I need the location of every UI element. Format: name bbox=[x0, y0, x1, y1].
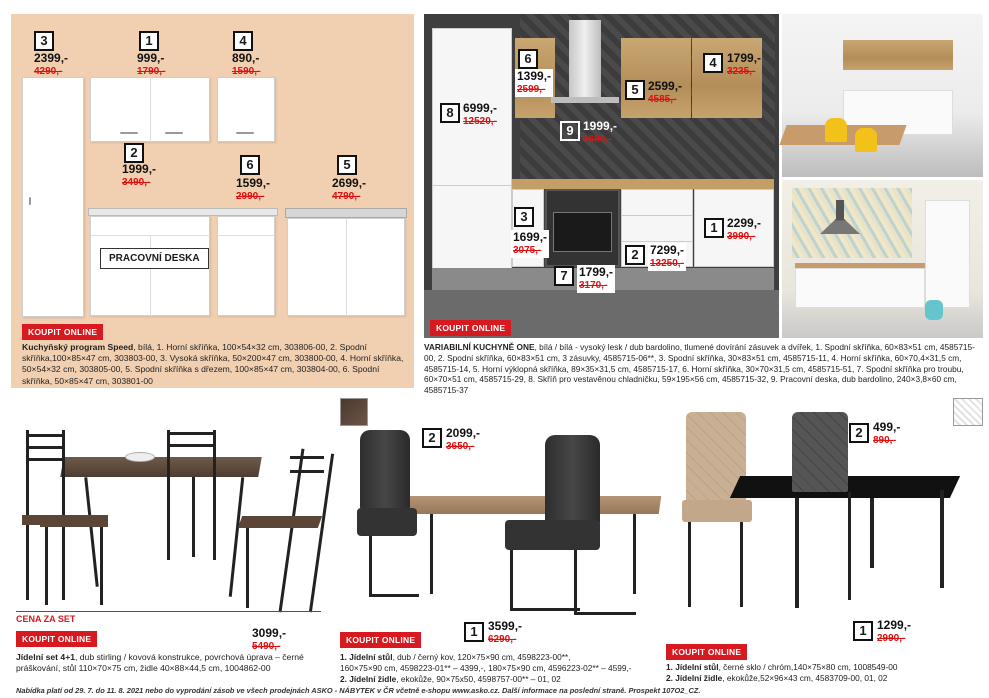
price-old: 3235,- bbox=[727, 66, 756, 77]
speed-drawer-line bbox=[217, 235, 275, 236]
one-price-4 bbox=[727, 52, 761, 78]
speed-price-4 bbox=[232, 52, 260, 78]
dining2-price-chair bbox=[446, 427, 480, 453]
one-wall-unit-4 bbox=[692, 38, 762, 118]
speed-tall-cabinet bbox=[22, 77, 84, 317]
one-price-9 bbox=[583, 120, 617, 146]
price-old: 4290,- bbox=[34, 66, 63, 77]
speed-badge-5: 5 bbox=[337, 155, 357, 175]
dining3-table-leg bbox=[870, 498, 874, 568]
chair-seat bbox=[682, 500, 752, 522]
price-value: 499,- bbox=[873, 420, 901, 434]
set41-price bbox=[252, 627, 286, 653]
dining3-desc1-title: 1. Jídelní stůl bbox=[666, 662, 719, 672]
dining3-swatch bbox=[953, 398, 983, 426]
one-price-2 bbox=[648, 243, 686, 271]
speed-door-divider bbox=[346, 218, 347, 316]
one-desc-title: VARIABILNÍ KUCHYNĚ ONE bbox=[424, 342, 535, 352]
speed-worktop bbox=[88, 208, 278, 216]
chair-leg bbox=[510, 608, 580, 611]
price-old: 5490,- bbox=[252, 641, 281, 652]
set41-chair bbox=[240, 448, 330, 613]
chair-leg bbox=[45, 527, 48, 605]
price-old: 3650,- bbox=[446, 441, 475, 452]
one-description bbox=[424, 342, 984, 396]
speed-wall-divider bbox=[150, 77, 151, 142]
room2-base bbox=[795, 268, 925, 308]
price-value: 890,- bbox=[232, 51, 260, 65]
chair-leg bbox=[100, 527, 103, 605]
speed-handle bbox=[165, 132, 183, 134]
one-badge-3: 3 bbox=[514, 207, 534, 227]
room2-worktop bbox=[795, 263, 925, 268]
speed-badge-6: 6 bbox=[240, 155, 260, 175]
set41-desc-text: , dub stirling / kovová konstrukce, povrchová úprava – černé práškování, stůl 110×70×75 cm, židle 40×88×44,5 cm, 1004862-00 bbox=[16, 652, 304, 674]
set41-desc-title: Jídelní set 4+1 bbox=[16, 652, 75, 662]
speed-badge-1: 1 bbox=[139, 31, 159, 51]
one-badge-5: 5 bbox=[625, 80, 645, 100]
dining2-price-table bbox=[488, 620, 522, 646]
one-buy-online-button[interactable]: KOUPIT ONLINE bbox=[430, 320, 511, 336]
speed-desc-title: Kuchyňský program Speed bbox=[22, 342, 134, 352]
chair-rail bbox=[290, 470, 324, 473]
footer-note: Nabídka platí od 29. 7. do 11. 8. 2021 nebo do vyprodání zásob ve všech prodejnách ASKO - NÁBYTEK v ČR včetně e-shopu www.asko.cz. Další informace na poslední straně. Prospekt 107O2_CZ. bbox=[16, 686, 701, 695]
dining2-description bbox=[340, 652, 660, 684]
speed-badge-3: 3 bbox=[34, 31, 54, 51]
chair-leg bbox=[246, 528, 249, 608]
speed-badge-2: 2 bbox=[124, 143, 144, 163]
one-badge-2: 2 bbox=[625, 245, 645, 265]
one-worktop bbox=[512, 179, 774, 189]
price-value: 1799,- bbox=[727, 51, 762, 65]
price-old: 6290,- bbox=[488, 634, 517, 645]
dining3-description bbox=[666, 662, 984, 684]
dining2-buy-online-button[interactable]: KOUPIT ONLINE bbox=[340, 632, 421, 648]
speed-price-2 bbox=[122, 163, 156, 189]
one-badge-8: 8 bbox=[440, 103, 460, 123]
one-badge-6: 6 bbox=[518, 49, 538, 69]
one-price-8 bbox=[463, 102, 497, 128]
speed-description bbox=[22, 342, 404, 387]
price-old: 3075,- bbox=[513, 245, 542, 256]
one-drawer-line bbox=[621, 215, 693, 216]
price-value: 1699,- bbox=[513, 230, 548, 244]
chair-back bbox=[792, 412, 848, 492]
dining3-desc2-text: , ekokůže,52×96×43 cm, 4583709-00, 01, 02 bbox=[722, 672, 888, 683]
price-old: 3490,- bbox=[122, 177, 151, 188]
speed-handle bbox=[120, 132, 138, 134]
one-fridge-split bbox=[432, 185, 512, 186]
dining3-chair-beige bbox=[682, 412, 754, 607]
dining3-table-leg bbox=[940, 490, 944, 588]
price-old: 1790,- bbox=[137, 66, 166, 77]
chair-seat bbox=[238, 516, 322, 528]
price-value: 6999,- bbox=[463, 101, 498, 115]
chair-rail bbox=[167, 432, 216, 435]
speed-handle bbox=[236, 132, 254, 134]
chair-rail bbox=[26, 434, 65, 437]
price-value: 3599,- bbox=[488, 619, 523, 633]
price-old: 3680,- bbox=[583, 134, 612, 145]
speed-tall-handle bbox=[29, 197, 31, 205]
dining3-desc2-title: 2. Jídelní židle bbox=[666, 672, 723, 683]
price-old: 13250,- bbox=[650, 258, 684, 269]
chair-frame bbox=[167, 430, 170, 560]
price-value: 2299,- bbox=[727, 216, 762, 230]
dining2-table-leg bbox=[430, 514, 433, 594]
chair-seat bbox=[357, 508, 417, 536]
set41-chair bbox=[40, 495, 110, 605]
one-hood bbox=[569, 20, 601, 98]
one-oven-window bbox=[553, 212, 612, 252]
price-value: 3099,- bbox=[252, 626, 287, 640]
price-old: 2990,- bbox=[236, 191, 265, 202]
dining2-desc1b-text: 160×75×90 cm, 4598223-01** – 4399,-, 180×75×90 cm, 4596223-02** – 4599,- bbox=[340, 662, 632, 673]
price-value: 7299,- bbox=[650, 243, 685, 257]
chair-leg bbox=[510, 550, 513, 610]
dining2-desc2-title: 2. Jídelní židle bbox=[340, 673, 397, 684]
one-badge-4: 4 bbox=[703, 53, 723, 73]
price-old: 2599,- bbox=[517, 84, 546, 95]
room1-chair bbox=[825, 118, 847, 142]
chair-leg bbox=[369, 536, 372, 596]
price-old: 3990,- bbox=[727, 231, 756, 242]
dining2-table-leg bbox=[574, 612, 636, 615]
dining2-desc1-text: , dub / černý kov, 120×75×90 cm, 4598223-00**, bbox=[392, 652, 571, 662]
one-wall-unit-5 bbox=[621, 38, 691, 118]
room2-wallpaper bbox=[792, 188, 912, 258]
price-value: 1799,- bbox=[579, 265, 614, 279]
price-value: 2099,- bbox=[446, 426, 481, 440]
chair-frame bbox=[279, 449, 305, 613]
price-value: 999,- bbox=[137, 51, 165, 65]
set41-tag: CENA ZA SET bbox=[16, 611, 321, 624]
speed-badge-4: 4 bbox=[233, 31, 253, 51]
speed-base-unit-6 bbox=[217, 216, 275, 316]
one-price-1 bbox=[727, 217, 761, 243]
price-old: 3170,- bbox=[579, 280, 608, 291]
chair-rail bbox=[26, 446, 65, 449]
one-drawer-line bbox=[621, 241, 693, 242]
set41-bowl bbox=[125, 452, 155, 462]
dining2-table-leg bbox=[633, 514, 636, 594]
room1-cabinets bbox=[843, 40, 953, 70]
chair-leg bbox=[369, 594, 419, 597]
speed-sink-top bbox=[285, 208, 407, 218]
dining2-chair bbox=[355, 430, 420, 600]
chair-frame bbox=[309, 454, 334, 613]
worktop-label: PRACOVNÍ DESKA bbox=[100, 248, 209, 269]
price-value: 1999,- bbox=[583, 119, 618, 133]
dining2-badge-table: 1 bbox=[464, 622, 484, 642]
chair-back bbox=[360, 430, 410, 510]
price-value: 1599,- bbox=[236, 176, 271, 190]
price-value: 1999,- bbox=[122, 162, 157, 176]
dining3-price-chair bbox=[873, 421, 900, 447]
speed-price-3 bbox=[34, 52, 68, 78]
price-value: 2399,- bbox=[34, 51, 69, 65]
set41-buy-online-button[interactable]: KOUPIT ONLINE bbox=[16, 631, 97, 647]
speed-buy-online-button[interactable]: KOUPIT ONLINE bbox=[22, 324, 103, 340]
dining2-swatch bbox=[340, 398, 368, 426]
one-price-7 bbox=[577, 265, 615, 293]
one-price-5 bbox=[648, 80, 682, 106]
chair-rail bbox=[26, 458, 65, 461]
dining3-buy-online-button[interactable]: KOUPIT ONLINE bbox=[666, 644, 747, 660]
chair-leg bbox=[688, 522, 691, 607]
speed-price-6 bbox=[236, 177, 270, 203]
price-value: 2599,- bbox=[648, 79, 683, 93]
speed-price-1 bbox=[137, 52, 165, 78]
one-badge-9: 9 bbox=[560, 121, 580, 141]
one-badge-7: 7 bbox=[554, 266, 574, 286]
set41-description bbox=[16, 652, 316, 674]
chair-leg bbox=[740, 522, 743, 607]
set41-chair bbox=[165, 430, 220, 560]
price-old: 4790,- bbox=[332, 191, 361, 202]
dining2-chair bbox=[505, 430, 605, 610]
room1-chair bbox=[855, 128, 877, 152]
one-hood-base bbox=[551, 97, 619, 103]
dining3-badge-chair: 2 bbox=[849, 423, 869, 443]
dining2-badge-chair: 2 bbox=[422, 428, 442, 448]
price-old: 12520,- bbox=[463, 116, 497, 127]
one-price-6 bbox=[515, 69, 553, 97]
chair-frame bbox=[213, 430, 216, 560]
chair-rail bbox=[167, 444, 216, 447]
price-old: 890,- bbox=[873, 435, 896, 446]
speed-price-5 bbox=[332, 177, 366, 203]
price-value: 1399,- bbox=[517, 69, 552, 83]
dining3-price-table bbox=[877, 619, 911, 645]
price-old: 4585,- bbox=[648, 94, 677, 105]
speed-desc-text: , bílá, 1. Horní skříňka, 100×54×32 cm, 303806-00, 2. Spodní skříňka,100×85×47 cm, 303803-00, 3. Vysoká skříňka, 50×200×47 cm, 303800-00, 4. Horní skříňka, 50×54×32 cm, 303805-00, 5. Spodní skříňka s dřezem, 100×85×47 cm, 303804-00, 6. Spodní skříňka, 50×85×47 cm, 303801-00 bbox=[22, 342, 404, 386]
room2-chair bbox=[925, 300, 943, 320]
dining2-desc2-text: , ekokůže, 90×75x50, 4598757-00** – 01, 02 bbox=[396, 673, 561, 684]
price-value: 2699,- bbox=[332, 176, 367, 190]
dining3-badge-table: 1 bbox=[853, 621, 873, 641]
dining3-desc1-text: , černé sklo / chróm,140×75×80 cm, 1008549-00 bbox=[718, 662, 898, 672]
one-badge-1: 1 bbox=[704, 218, 724, 238]
chair-leg bbox=[848, 492, 851, 600]
chair-rail bbox=[290, 456, 324, 459]
set41-table-top bbox=[60, 457, 262, 477]
one-desc-text: , bílá / bílá - vysoký lesk / dub bardolino, tlumené dovírání zásuvek a dvířek, 1. Spodní skříňka, 60×83×51 cm, 4585715-00, 2. Spodní skříňka, 60×83×51 cm, 3 zásuvky, 4585715-06**, 3. Spodní skříňka, 30×83×51 cm, 4585715-11, 4. Horní skříňka, 60×70,4×31,5 cm, 4585715-14, 5. Horní výklopná skříňka, 89×35×31,5 cm, 4585715-17, 6. Horní skříňka, 30×70×31,5 cm, 4585715-51, 7. Spodní skříňka pro troubu, 60×70×51 cm, 4585715-29, 8. Skříň pro vestavěnou chladničku, 59×195×56 cm, 4585715-32, 9. Pracovní deska, dub bardolino, 240×3,8×60 cm, 4585715-37 bbox=[424, 342, 975, 396]
one-fridge-column bbox=[432, 28, 512, 290]
price-value: 1299,- bbox=[877, 618, 912, 632]
dining2-desc1-title: 1. Jídelní stůl bbox=[340, 652, 393, 662]
room2-tall bbox=[925, 200, 970, 308]
chair-back bbox=[545, 435, 600, 525]
price-old: 1590,- bbox=[232, 66, 261, 77]
chair-seat bbox=[40, 515, 108, 527]
price-old: 2990,- bbox=[877, 633, 906, 644]
one-price-3 bbox=[511, 230, 549, 258]
chair-seat bbox=[505, 520, 600, 550]
